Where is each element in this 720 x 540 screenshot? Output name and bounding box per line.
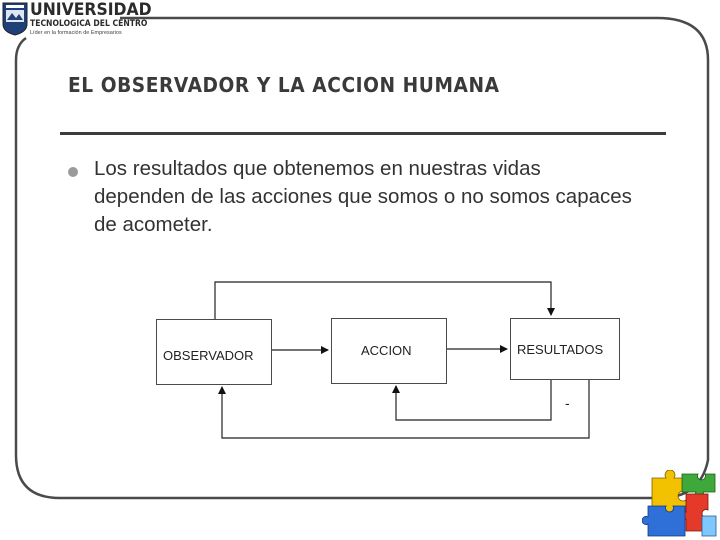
- logo-line-3: Líder en la formación de Empresarios: [30, 30, 122, 36]
- accion-label: ACCION: [361, 343, 412, 358]
- inner-feedback-line: [396, 378, 551, 420]
- bullet-text: Los resultados que obtenemos en nuestras vidas dependen de las acciones que somos o no somos capaces de acometer.: [94, 157, 632, 236]
- observador-box: [156, 319, 272, 385]
- slide-title: EL OBSERVADOR Y LA ACCION HUMANA: [68, 73, 500, 97]
- top-feedback-line: [215, 282, 551, 319]
- puzzle-pieces-icon: [642, 470, 720, 540]
- outer-feedback-line: [222, 378, 589, 438]
- logo-line-2: TECNOLOGICA DEL CENTRO: [30, 19, 148, 29]
- logo-line-1: UNIVERSIDAD: [30, 0, 152, 20]
- resultados-label: RESULTADOS: [517, 342, 604, 357]
- minus-sign: -: [565, 395, 570, 411]
- resultados-box: [510, 318, 620, 380]
- accion-box: [331, 318, 447, 384]
- observador-label: OBSERVADOR: [163, 348, 254, 363]
